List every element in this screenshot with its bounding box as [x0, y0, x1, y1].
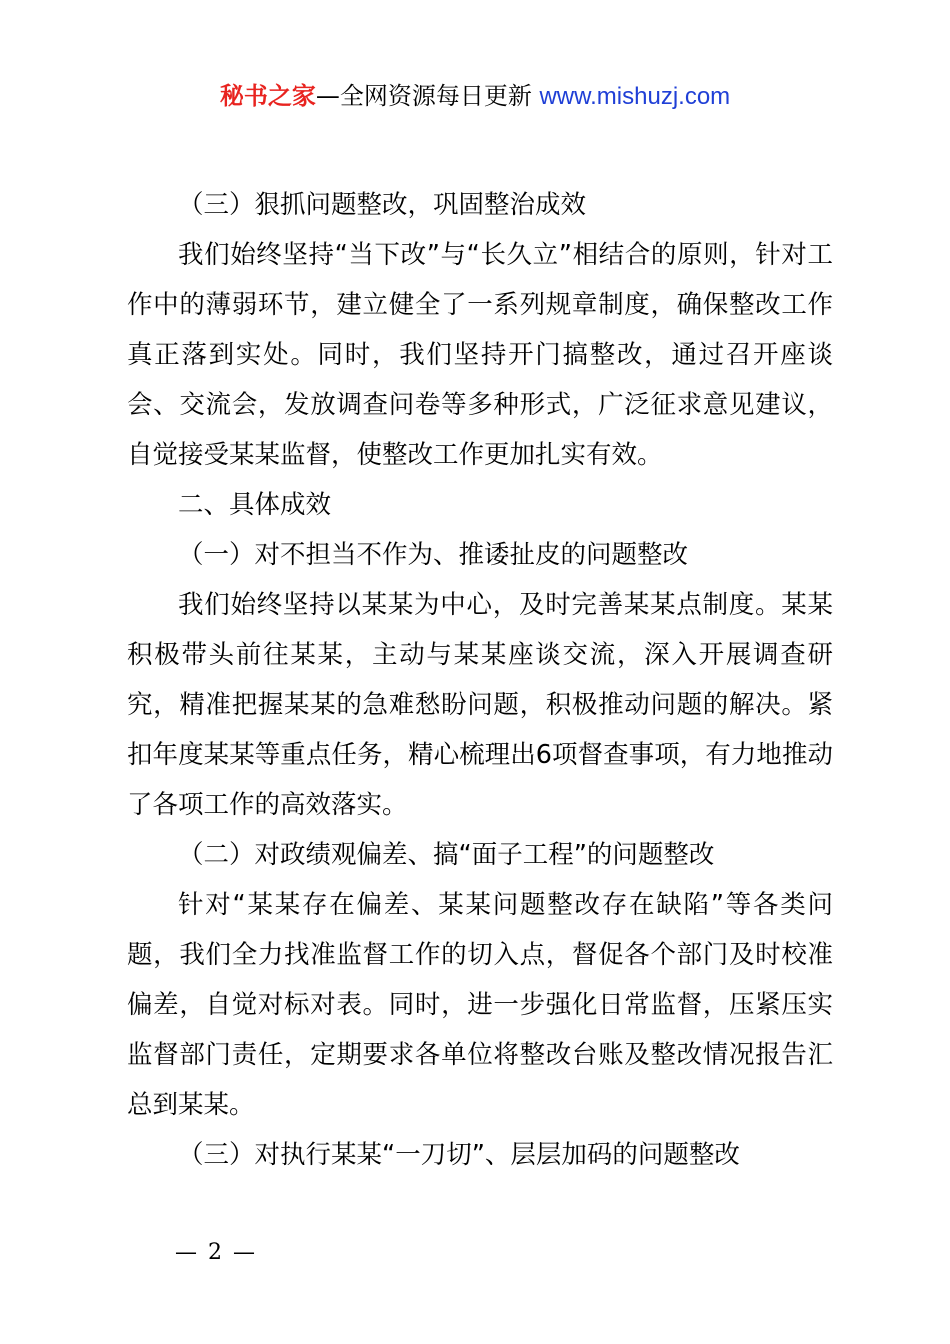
- section-heading-1: （一）对不担当不作为、推诿扯皮的问题整改: [178, 540, 689, 570]
- page-number: — 2 —: [175, 1240, 257, 1265]
- body-paragraph: 我们始终坚持以某某为中心，及时完善某某点制度。某某积极带头前往某某，主动与某某座谈交流，深入开展调查研究，精准把握某某的急难愁盼问题，积极推动问题的解决。紧扣年度某某等重点任务，精心梳理出6项督查事项，有力地推动了各项工作的高效落实。: [127, 590, 833, 820]
- body-paragraph: 针对“某某存在偏差、某某问题整改存在缺陷”等各类问题，我们全力找准监督工作的切入点，督促各个部门及时校准偏差，自觉对标对表。同时，进一步强化日常监督，压紧压实监督部门责任，定期要求各单位将整改台账及整改情况报告汇总到某某。: [127, 890, 833, 1120]
- section-heading-3: （三）狠抓问题整改，巩固整治成效: [178, 190, 587, 220]
- site-url-link[interactable]: www.mishuzj.com: [539, 83, 731, 110]
- site-brand: 秘书之家: [219, 82, 316, 110]
- site-header: [0, 80, 950, 113]
- section-heading-2: （二）对政绩观偏差、搞“面子工程”的问题整改: [178, 840, 715, 870]
- body-paragraph: 我们始终坚持“当下改”与“长久立”相结合的原则，针对工作中的薄弱环节，建立健全了一系列规章制度，确保整改工作真正落到实处。同时，我们坚持开门搞整改，通过召开座谈会、交流会，发放调查问卷等多种形式，广泛征求意见建议，自觉接受某某监督，使整改工作更加扎实有效。: [127, 240, 833, 470]
- section-heading-3b: （三）对执行某某“一刀切”、层层加码的问题整改: [178, 1140, 740, 1170]
- chapter-heading: 二、具体成效: [178, 490, 332, 520]
- site-slogan: —全网资源每日更新: [315, 82, 540, 110]
- document-body: [127, 180, 833, 1180]
